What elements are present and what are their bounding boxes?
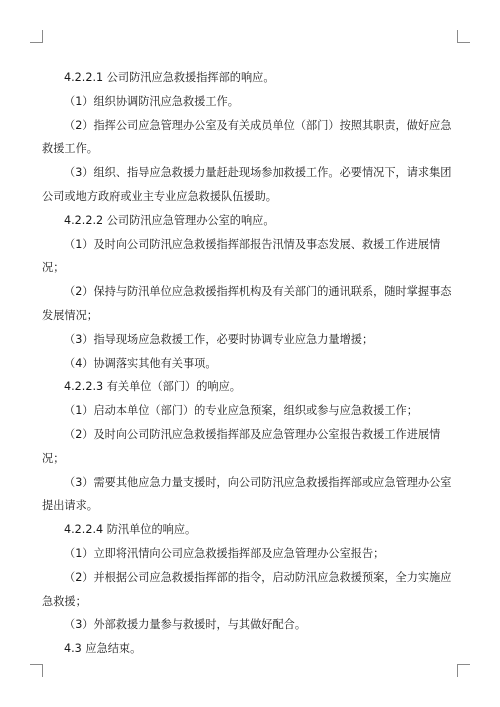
paragraph: （2）及时向公司防汛应急救援指挥部及应急管理办公室报告救援工作进展情况；: [42, 427, 441, 465]
paragraph: （3）需要其他应急力量支援时，向公司防汛应急救援指挥部或应急管理办公室提出请求。: [42, 475, 452, 513]
section-heading-4-2-2-2: 4.2.2.2 公司防汛应急管理办公室的响应。: [64, 213, 275, 227]
document-body: [42, 66, 458, 661]
paragraph: （1）启动本单位（部门）的专业应急预案，组织或参与应急救援工作；: [64, 404, 418, 418]
crop-mark-top-left: [30, 30, 43, 43]
paragraph: （4）协调落实其他有关事项。: [64, 356, 217, 370]
section-heading-4-2-2-3: 4.2.2.3 有关单位（部门）的响应。: [64, 380, 241, 394]
section-heading-4-2-2-1: 4.2.2.1 公司防汛应急救援指挥部的响应。: [64, 71, 275, 84]
paragraph: （3）组织、指导应急救援力量赶赴现场参加救援工作。必要情况下，请求集团公司或地方政府或业主专业应急救援队伍援助。: [42, 166, 452, 203]
paragraph: （2）保持与防汛单位应急救援指挥机构及有关部门的通讯联系，随时掌握事态发展情况；: [42, 285, 452, 322]
paragraph: （3）外部救援力量参与救援时，与其做好配合。: [64, 618, 307, 632]
paragraph: （1）立即将汛情向公司应急救援指挥部及应急管理办公室报告；: [64, 546, 385, 560]
crop-mark-bottom-left: [30, 664, 43, 677]
paragraph: （2）并根据公司应急救援指挥部的指令，启动防汛应急救援预案，全力实施应急救援；: [42, 570, 452, 608]
section-heading-4-2-2-4: 4.2.2.4 防汛单位的响应。: [64, 523, 197, 537]
section-heading-4-3: 4.3 应急结束。: [64, 642, 142, 656]
paragraph: （1）组织协调防汛应急救援工作。: [64, 94, 239, 108]
paragraph: （3）指导现场应急救援工作，必要时协调专业应急力量增援；: [64, 332, 374, 346]
paragraph: （2）指挥公司应急管理办公室及有关成员单位（部门）按照其职责，做好应急救援工作。: [42, 118, 452, 156]
paragraph: （1）及时向公司防汛应急救援指挥部报告汛情及事态发展、救援工作进展情况；: [42, 237, 441, 275]
crop-mark-bottom-right: [457, 664, 470, 677]
crop-mark-top-right: [457, 30, 470, 43]
